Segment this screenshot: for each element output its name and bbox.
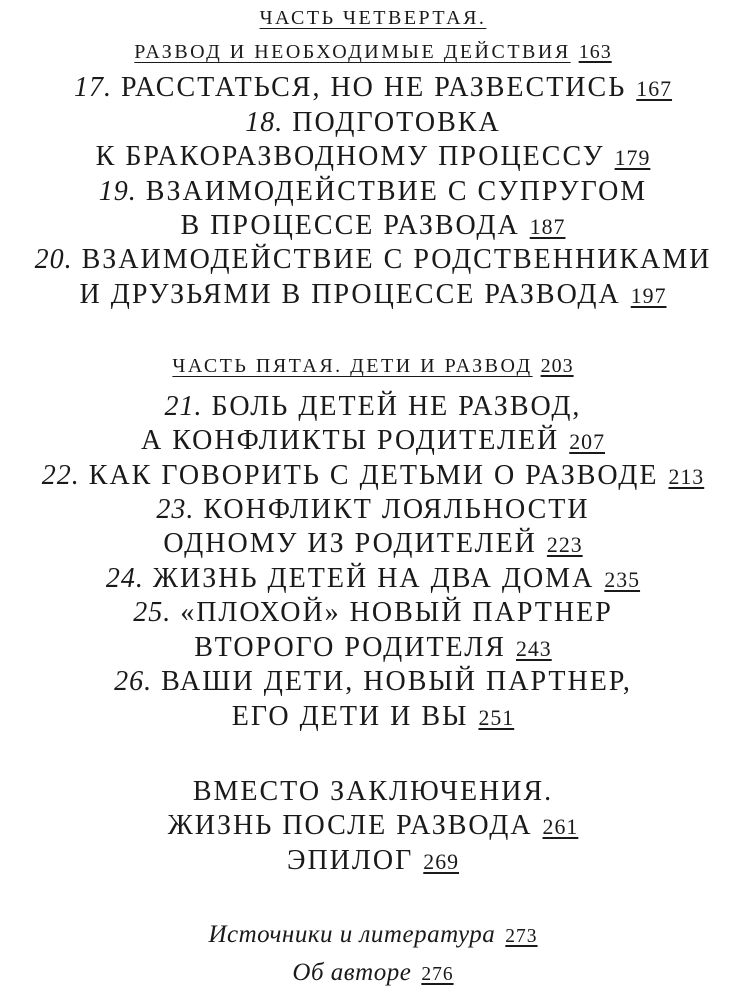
chapter-number: 19. <box>98 176 137 207</box>
epilogue-title: ЭПИЛОГ <box>286 845 414 876</box>
toc-entry-conclusion-cont[interactable] <box>0 812 746 840</box>
chapter-title: ВЗАИМОДЕЙСТВИЕ С СУПРУГОМ <box>145 176 648 207</box>
sources-title: Источники и литература <box>208 921 496 948</box>
chapter-number: 22. <box>41 460 80 491</box>
page-number[interactable]: 261 <box>542 815 579 839</box>
about-title: Об авторе <box>292 959 412 986</box>
chapter-title-cont: А КОНФЛИКТЫ РОДИТЕЛЕЙ <box>140 425 560 456</box>
part4-subtitle: РАЗВОД И НЕОБХОДИМЫЕ ДЕЙСТВИЯ <box>134 41 571 63</box>
toc-entry-23-cont[interactable] <box>0 530 746 558</box>
chapter-number: 18. <box>245 107 284 138</box>
chapter-title-cont: В ПРОЦЕССЕ РАЗВОДА <box>180 210 520 241</box>
toc-entry-epilogue[interactable] <box>0 847 746 875</box>
page-number[interactable]: 207 <box>569 430 606 454</box>
page-number[interactable]: 269 <box>423 850 460 874</box>
chapter-title: КАК ГОВОРИТЬ С ДЕТЬМИ О РАЗВОДЕ <box>88 460 659 491</box>
chapter-title: ВАШИ ДЕТИ, НОВЫЙ ПАРТНЕР, <box>161 666 632 697</box>
conclusion-subtitle: ЖИЗНЬ ПОСЛЕ РАЗВОДА <box>167 810 533 841</box>
page-number[interactable]: 197 <box>630 284 667 308</box>
part5-page[interactable]: 203 <box>540 355 574 377</box>
toc-entry-22[interactable] <box>0 462 746 490</box>
page-number[interactable]: 213 <box>668 465 705 489</box>
toc-entry-19-cont[interactable] <box>0 212 746 240</box>
toc-entry-19[interactable] <box>0 178 746 206</box>
toc-entry-20[interactable] <box>0 246 746 274</box>
part4-title: ЧАСТЬ ЧЕТВЕРТАЯ. <box>259 7 487 29</box>
part4-title-line <box>0 8 746 28</box>
toc-entry-26-cont[interactable] <box>0 703 746 731</box>
toc-entry-18-cont[interactable] <box>0 143 746 171</box>
part4-subtitle-line[interactable] <box>0 42 746 62</box>
chapter-title: РАССТАТЬСЯ, НО НЕ РАЗВЕСТИСЬ <box>120 72 627 103</box>
page-number[interactable]: 251 <box>478 706 515 730</box>
toc-entry-17[interactable] <box>0 74 746 102</box>
conclusion-title: ВМЕСТО ЗАКЛЮЧЕНИЯ. <box>192 776 554 807</box>
part4-page[interactable]: 163 <box>578 41 612 63</box>
toc-entry-conclusion[interactable] <box>0 778 746 806</box>
chapter-title: ПОДГОТОВКА <box>292 107 501 138</box>
chapter-title-cont: ОДНОМУ ИЗ РОДИТЕЛЕЙ <box>163 528 537 559</box>
page-number[interactable]: 243 <box>515 637 552 661</box>
chapter-title-cont: К БРАКОРАЗВОДНОМУ ПРОЦЕССУ <box>95 141 605 172</box>
chapter-title: БОЛЬ ДЕТЕЙ НЕ РАЗВОД, <box>211 391 582 422</box>
page-number[interactable]: 235 <box>604 568 641 592</box>
part5-title-line[interactable] <box>0 356 746 376</box>
page-number[interactable]: 273 <box>505 926 538 947</box>
page-number[interactable]: 223 <box>546 533 583 557</box>
toc-entry-20-cont[interactable] <box>0 281 746 309</box>
chapter-title: ЖИЗНЬ ДЕТЕЙ НА ДВА ДОМА <box>152 563 595 594</box>
chapter-number: 20. <box>34 244 73 275</box>
part5-title: ЧАСТЬ ПЯТАЯ. ДЕТИ И РАЗВОД <box>172 355 533 377</box>
chapter-title: ВЗАИМОДЕЙСТВИЕ С РОДСТВЕННИКАМИ <box>81 244 712 275</box>
toc-entry-21-cont[interactable] <box>0 427 746 455</box>
toc-entry-24[interactable] <box>0 565 746 593</box>
toc-entry-sources[interactable] <box>0 922 746 947</box>
chapter-number: 24. <box>105 563 144 594</box>
chapter-title: «ПЛОХОЙ» НОВЫЙ ПАРТНЕР <box>180 597 613 628</box>
toc-entry-23[interactable] <box>0 496 746 524</box>
toc-entry-about[interactable] <box>0 960 746 985</box>
chapter-number: 21. <box>164 391 203 422</box>
toc-entry-26[interactable] <box>0 668 746 696</box>
chapter-title: КОНФЛИКТ ЛОЯЛЬНОСТИ <box>203 494 590 525</box>
chapter-number: 25. <box>133 597 172 628</box>
toc-entry-18[interactable] <box>0 109 746 137</box>
toc-entry-25-cont[interactable] <box>0 634 746 662</box>
page-number[interactable]: 179 <box>614 146 651 170</box>
chapter-title-cont: ЕГО ДЕТИ И ВЫ <box>231 701 469 732</box>
toc-entry-25[interactable] <box>0 599 746 627</box>
page-number[interactable]: 276 <box>421 964 454 985</box>
page-number[interactable]: 187 <box>529 215 566 239</box>
chapter-number: 26. <box>114 666 153 697</box>
chapter-number: 23. <box>156 494 195 525</box>
chapter-title-cont: И ДРУЗЬЯМИ В ПРОЦЕССЕ РАЗВОДА <box>79 279 621 310</box>
chapter-title-cont: ВТОРОГО РОДИТЕЛЯ <box>194 632 506 663</box>
chapter-number: 17. <box>73 72 112 103</box>
page-number[interactable]: 167 <box>636 77 673 101</box>
toc-entry-21[interactable] <box>0 393 746 421</box>
